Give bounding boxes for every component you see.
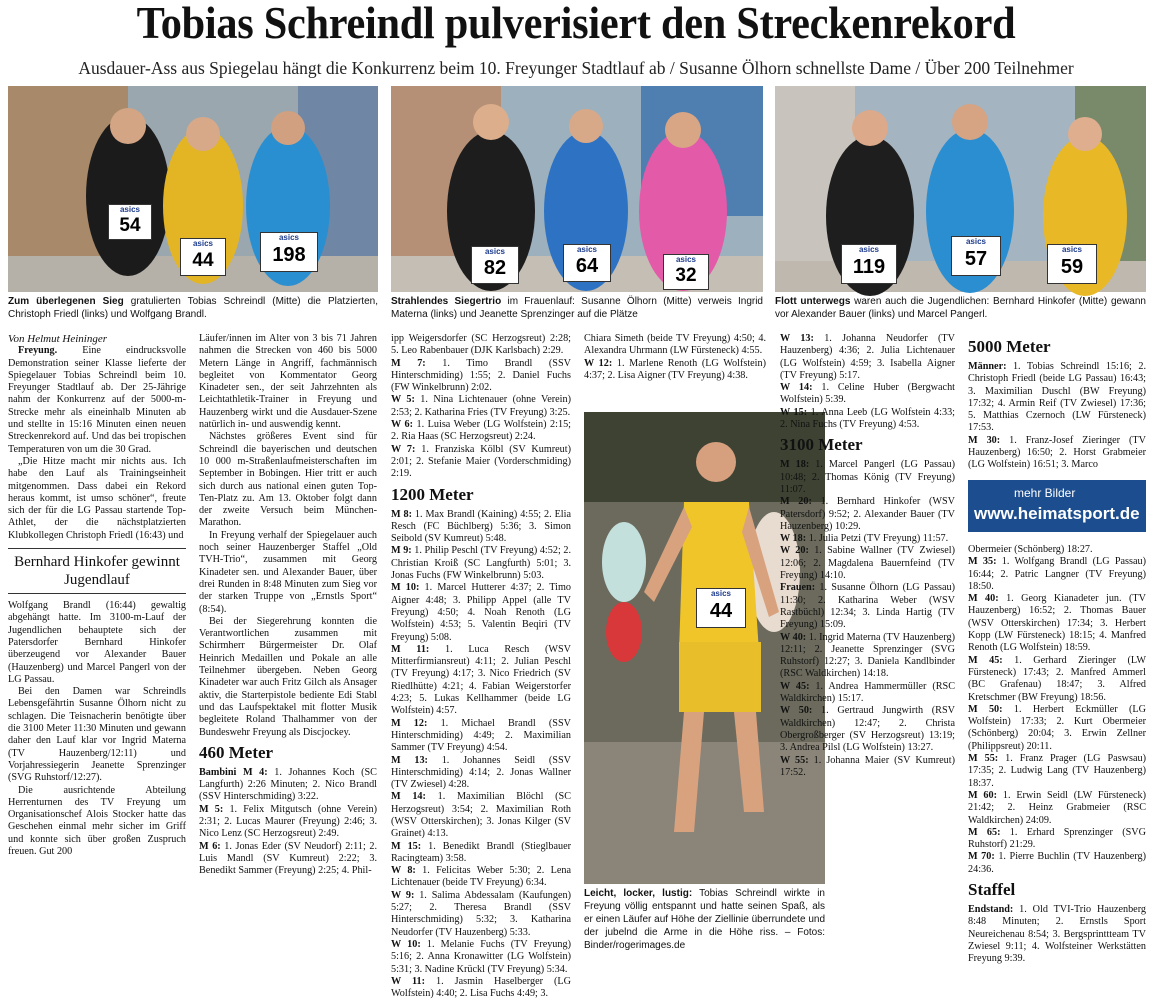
results-1200m: [391, 509, 571, 1000]
bib-44: asics 44: [180, 238, 226, 276]
result-class: M 70:: [968, 851, 995, 863]
result-entry: [391, 976, 571, 1000]
result-text: 1. Melanie Fuchs (TV Freyung) 5:16; 2. Anna Kronawitter (LG Wolfstein) 5:31; 3. Nadine Krückl (TV Freyung) 5:34.: [391, 938, 571, 975]
result-entry: [780, 755, 955, 780]
result-class: W 13:: [780, 333, 814, 344]
result-class: W 20:: [780, 545, 809, 557]
result-entry: [391, 509, 571, 546]
result-class: Frauen:: [780, 582, 816, 594]
result-class: M 9:: [391, 545, 412, 557]
result-entry: [780, 533, 955, 545]
results-column-6: [968, 333, 1146, 481]
result-class: W 5:: [391, 394, 415, 406]
result-text: Obermeier (Schönberg) 18:27.: [968, 544, 1093, 555]
result-text: 1. Pierre Buchlin (TV Hauzenberg) 24:36.: [968, 851, 1146, 875]
result-entry: [391, 890, 571, 939]
headline: Tobias Schreindl pulverisiert den Streckenrekord: [136, 0, 1016, 48]
result-text: 1. Luca Resch (WSV Mitterfirmiansreut) 4:11; 2. Julian Peschl (TV Freyung) 4:17; 3. Nico Friedrich (SV Riedlhütte) 4:21; 4. Fabian Weigerstorfer 4:23; 5. Lukas Kellhammer (beide LG Wolfstein) 4:57.: [391, 643, 571, 717]
results-column-5: [780, 333, 955, 953]
banner-url: www.heimatsport.de: [974, 504, 1140, 523]
result-entry: [391, 865, 571, 890]
result-class: W 7:: [391, 443, 416, 455]
result-text: 1. Wolfgang Brandl (LG Passau) 16:44; 2. Patric Langner (TV Freyung) 18:50.: [968, 556, 1146, 592]
result-class: Bambini M 4:: [199, 766, 268, 778]
paragraph: „Die Hitze macht mir nichts aus. Ich habe den Lauf als Trainingseinheit mitgenommen. Dass dabei ein Rekord heraus kommt, ist umso schöner“, freute sich der für die LG Passau startende Top-Athlet, der die nächstplatzierten Klubkollegen Christoph Friedl (16:43) und: [8, 455, 186, 541]
result-entry: [391, 841, 571, 866]
paragraph: Nächstes größeres Event sind für Schreindl die bayerischen und deutschen 10 000 m-Straßenlaufmeisterschaften im September in Bobingen. Hier tritt er auch sich durch aus national einen guten Top-Ten-Platz zu. Am 13. Oktober folgt dann der zweite Versuch beim München-Marathon.: [199, 431, 377, 529]
result-class: M 14:: [391, 791, 426, 803]
result-class: W 9:: [391, 889, 415, 901]
paragraph: In Freyung verhalf der Spiegelauer auch noch seiner Hauzenberger Staffel „Old TVH-Trio“, zusammen mit Georg Kinadeter sen. und Alexander Bauer, über drei Runden in 8:48 Minuten zum Sieg vor der starken Truppe von „Ernstls Sport“ (8:54).: [199, 529, 377, 615]
bib-64: asics 64: [563, 244, 611, 282]
result-class: M 10:: [391, 582, 420, 594]
results-5000m-cont: [968, 544, 1146, 876]
result-entry: [391, 791, 571, 840]
section-460m: 460 Meter: [199, 742, 274, 762]
results-column-6b: [968, 544, 1146, 965]
result-text: 1. Erwin Seidl (LW Fürsteneck) 21:42; 2. Heinz Grabmeier (RSC Waldkirchen) 24:09.: [968, 789, 1146, 826]
result-class: M 35:: [968, 556, 997, 568]
result-class: M 5:: [199, 803, 224, 815]
result-class: M 13:: [391, 754, 428, 766]
paragraph: Bei den Damen war Schreindls Lebensgefährtin Susanne Ölhorn nicht zu schlagen. Die Teisnacherin benötigte über die 3100 Meter 11:30 Minuten und gewann daher den Lauf klar vor Ingrid Materna (TV Hauzenberg/12:11) und Vorjahressiegerin Jeanette Sprenzinger (SVG Ruhstorf/12:27).: [8, 686, 186, 784]
result-text: 1. Herbert Eckmüller (LG Wolfstein) 17:33; 2. Kurt Obermeier (Schönberg) 20:04; 3. Erwin Zellner (Philippsreut) 20:11.: [968, 703, 1146, 752]
result-entry: [780, 681, 955, 706]
result-entry: [968, 904, 1146, 965]
result-entry: [391, 394, 571, 419]
result-text: 1. Franz-Josef Zieringer (TV Hauzenberg) 16:50; 2. Horst Grabmeier (LG Wolfstein) 16:51; 3. Marco: [968, 434, 1146, 471]
result-text: 1. Gertraud Jungwirth (RSV Waldkirchen) 12:47; 2. Christa Obergroßberger (SV Herzogsreut) 13:19; 3. Andrea Pilsl (LG Wolfstein) 13:27.: [780, 705, 955, 754]
result-text: 1. Felix Mitgutsch (ohne Verein) 2:31; 2. Lucas Maurer (Freyung) 2:46; 3. Nico Lenz (SC Herzogsreut) 2:49.: [199, 803, 378, 840]
result-entry: [391, 333, 571, 358]
result-class: M 11:: [391, 643, 430, 655]
results-460m-cont: [391, 333, 571, 481]
result-text: 1. Nina Lichtenauer (ohne Verein) 2:53; 2. Katharina Fries (TV Freyung) 3:25.: [391, 394, 571, 418]
result-entry: [968, 827, 1146, 852]
subhead-jugendlauf: Bernhard Hinkofer gewinnt Jugendlauf: [8, 548, 186, 594]
bib-44-runner: asics 44: [696, 588, 746, 628]
article-column-2: [199, 333, 377, 953]
results-1200m-girls: [780, 333, 955, 431]
result-entry: [780, 632, 955, 681]
bib-57: asics 57: [951, 236, 1001, 276]
byline: Von Helmut Heininger: [8, 333, 107, 345]
result-text: 1. Susanne Ölhorn (LG Passau) 11:30; 2. Katharina Weber (WSV Rastbüchl) 12:34; 3. Linda Hartig (TV Freyung) 15:09.: [780, 582, 955, 631]
result-entry: [391, 358, 571, 395]
results-column-4: [584, 333, 766, 403]
result-text: 1. Marcel Hutterer 4:37; 2. Timo Aigner 4:48; 3. Philipp Appel (alle TV Freyung) 4:50; 4. Noah Renoth (LG Wolfstein) 4:53; 5. Valentin Beqiri (TV Freyung) 5:08.: [391, 582, 571, 643]
result-text: 1. Marlene Renoth (LG Wolfstein) 4:37; 2. Lisa Aigner (TV Freyung) 4:38.: [584, 357, 766, 381]
bib-54: asics 54: [108, 204, 152, 240]
result-class: W 11:: [391, 975, 426, 987]
result-entry: [391, 419, 571, 444]
result-entry: [199, 841, 377, 878]
result-class: W 45:: [780, 680, 810, 692]
result-entry: [780, 496, 955, 533]
result-text: 1. Johanna Neudorfer (TV Hauzenberg) 4:36; 2. Julia Lichtenauer (LG Wolfstein) 4:59; 3. Isabella Aigner (TV Freyung) 5:17.: [780, 333, 955, 381]
result-entry: [199, 804, 377, 841]
results-staffel: [968, 904, 1146, 965]
result-text: 1. Maximilian Blöchl (SC Herzogsreut) 3:54; 2. Maximilian Roth (WSV Otterskirchen); 3. Jonas Kilger (SV Grainet) 4:13.: [391, 791, 571, 840]
result-text: 1. Anna Leeb (LG Wolfstein 4:33; 2. Nina Fuchs (TV Freyung) 4:53.: [780, 406, 955, 431]
caption-photo-4: Leicht, locker, lustig: Tobias Schreindl wirkte in Freyung völlig entspannt und hatte seinen Spaß, als er einen Läufer auf Höhe der Ziellinie überrundete und der jubelnd die Arme in die Höhe riss. – Fotos: Binder/rogerimages.de: [584, 888, 825, 951]
result-text: 1. Old TVI-Trio Hauzenberg 8:48 Minuten; 2. Ernstls Sport Neureichenau 8:54; 3. Bergsprinttteam TV Zwiesel 9:11; 4. Wolfsteiner Werkstätten Freyung 9:39.: [968, 904, 1146, 965]
result-class: W 6:: [391, 419, 414, 431]
result-entry: [968, 851, 1146, 876]
result-text: 1. Georg Kianadeter jun. (TV Hauzenberg) 16:52; 2. Thomas Bauer (WSV Otterskirchen) 17:34; 3. Herbert Kopp (LW Fürsteneck) 18:15; 4. Manfred Renoth (LG Wolfstein) 18:59.: [968, 593, 1146, 654]
result-text: 1. Benedikt Brandl (Stieglbauer Racingteam) 3:58.: [391, 840, 571, 864]
caption-photo-1: Zum überlegenen Sieg gratulierten Tobias Schreindl (Mitte) die Platzierten, Christoph Friedl (links) und Wolfgang Brandl.: [8, 296, 378, 320]
result-text: 1. Ingrid Materna (TV Hauzenberg) 12:11; 2. Jeanette Sprenzinger (SVG Ruhstorf) 12:27; 3. Daniela Kandlbinder (RSC Waldkirchen) 14:18.: [780, 631, 955, 680]
result-class: W 10:: [391, 938, 421, 950]
caption-photo-3: Flott unterwegs waren auch die Jugendlichen: Bernhard Hinkofer (Mitte) gewann vor Alexander Bauer (links) und Marcel Pangerl.: [775, 296, 1146, 320]
result-entry: [780, 459, 955, 496]
results-5000m: [968, 361, 1146, 472]
result-class: W 18:: [780, 533, 807, 545]
result-entry: [584, 333, 766, 358]
result-entry: [780, 382, 955, 407]
result-text: 1. Philip Peschl (TV Freyung) 4:52; 2. Christian Kroiß (SC Langfurth) 5:01; 3. Jonas Fuchs (FW Winkelbrunn) 5:03.: [391, 545, 571, 582]
banner-top-text: mehr Bilder: [1014, 486, 1076, 500]
results-column-3: [391, 333, 571, 1000]
results-460m: [199, 767, 377, 878]
result-class: M 20:: [780, 496, 812, 508]
result-class: M 40:: [968, 593, 999, 605]
photo-men-podium: [8, 86, 378, 292]
result-text: 1. Timo Brandl (SSV Hinterschmiding) 1:55; 2. Daniel Fuchs (FW Winkelbrunn) 2:02.: [391, 357, 571, 394]
result-text: 1. Franz Prager (LG Paswsau) 17:35; 2. Ludwig Lang (TV Hauzenberg) 18:37.: [968, 753, 1146, 789]
result-class: Endstand:: [968, 904, 1014, 916]
result-entry: [780, 333, 955, 382]
result-class: M 7:: [391, 357, 426, 369]
result-entry: [968, 556, 1146, 593]
result-text: 1. Felicitas Weber 5:30; 2. Lena Lichtenauer (beide TV Freyung) 6:34.: [391, 865, 571, 889]
result-text: 1. Jasmin Haselberger (LG Wolfstein) 4:40; 2. Lisa Fuchs 4:49; 3.: [391, 975, 571, 1000]
result-class: M 65:: [968, 826, 1001, 838]
bib-32: asics 32: [663, 254, 709, 290]
result-text: 1. Tobias Schreindl 15:16; 2. Christoph Friedl (beide LG Passau) 16:43; 3. Maximilian Duschl (BW Freyung) 17:32; 4. Armin Reif (TV Zwiesel) 17:36; 5. Matthias Czernoch (LW Fürsteneck) 17:53.: [968, 361, 1146, 434]
result-entry: [968, 544, 1146, 556]
result-entry: [968, 704, 1146, 753]
results-1200m-cont: [584, 333, 766, 382]
bib-82: asics 82: [471, 246, 519, 284]
result-class: W 8:: [391, 865, 416, 877]
result-entry: [968, 655, 1146, 704]
bib-59: asics 59: [1047, 244, 1097, 284]
result-class: W 55:: [780, 754, 809, 766]
result-class: W 14:: [780, 382, 813, 394]
paragraph: Läufer/innen im Alter von 3 bis 71 Jahren nahmen die Strecken von 460 bis 5000 Metern Länge in Angriff, fachmännisch begleitet von Kommentator Georg Kinadeter sen., der seit Jahrzehnten als Leichtathletik-Trainer in Freyung und Hauzenberg wirkt und die Ausdauer-Szene natürlich in- und auswendig kennt.: [199, 333, 377, 431]
result-class: M 6:: [199, 840, 221, 852]
result-class: M 15:: [391, 840, 422, 852]
result-class: M 55:: [968, 753, 999, 765]
result-class: M 30:: [968, 434, 1001, 446]
result-text: 1. Celine Huber (Bergwacht Wolfstein) 5:39.: [780, 382, 955, 406]
result-entry: [584, 358, 766, 383]
result-entry: [780, 582, 955, 631]
section-3100m: 3100 Meter: [780, 435, 863, 455]
result-class: W 15:: [780, 406, 808, 418]
result-entry: [968, 593, 1146, 654]
result-text: 1. Julia Petzi (TV Freyung) 11:57.: [806, 533, 949, 545]
result-text: 1. Gerhard Zieringer (LW Fürsteneck) 17:43; 2. Manfred Ammerl (BC Grafenau) 18:47; 3. Alfred Kretschmer (BW Freyung) 18:56.: [968, 654, 1146, 703]
subheadline: Ausdauer-Ass aus Spiegelau hängt die Konkurrenz beim 10. Freyunger Stadtlauf ab / Susanne Ölhorn schnellste Dame / Über 200 Teilnehmer: [78, 58, 1074, 78]
result-class: M 45:: [968, 654, 1003, 666]
result-text: 1. Luisa Weber (LG Wolfstein) 2:15; 2. Ria Haas (SC Herzogsreut) 2:24.: [391, 419, 571, 443]
paragraph: Die ausrichtende Abteilung Herrenturnen des TV Freyung um Organisationschef Alois Stocker hatte das Geschehen einmal mehr sicher im Griff und konnte sich über großen Zuspruch freuen. Gut 200: [8, 784, 186, 857]
result-class: M 8:: [391, 508, 413, 520]
result-text: 1. Johannes Koch (SC Langfurth) 2:26 Minuten; 2. Nico Brandl (SSV Hinterschmiding) 3:22.: [199, 766, 377, 803]
result-text: Chiara Simeth (beide TV Freyung) 4:50; 4. Alexandra Uhrmann (LW Fürsteneck) 4:55.: [584, 333, 766, 357]
photo-youth-podium: [775, 86, 1146, 292]
bib-119: asics 119: [841, 244, 897, 284]
result-class: W 50:: [780, 705, 813, 717]
paragraph: Wolfgang Brandl (16:44) gewaltig abgehängt hatte. Im 3100-m-Lauf der Jugendlichen behauptete sich der Patersdorfer Bernhard Hinkofer überzeugend vor Alexander Bauer (Hauzenberg) und Marcel Pangerl von der LG Passau.: [8, 600, 186, 685]
result-entry: [391, 444, 571, 481]
section-1200m: 1200 Meter: [391, 484, 474, 504]
result-text: 1. Erhard Sprenzinger (SVG Ruhstorf) 21:29.: [968, 826, 1146, 851]
result-text: 1. Sabine Wallner (TV Zwiesel) 12:06; 2. Magdalena Bauernfeind (TV Freyung) 14:10.: [780, 545, 955, 582]
result-entry: [199, 767, 377, 804]
result-entry: [780, 407, 955, 432]
result-entry: [968, 361, 1146, 435]
result-text: 1. Andrea Hammermüller (RSC Waldkirchen) 15:17.: [780, 680, 955, 705]
result-class: M 60:: [968, 789, 998, 801]
lead-paragraph: Freyung. Eine eindrucksvolle Demonstration seiner Klasse lieferte der Spiegelauer Tobias Schreindl beim 10. Freyunger Stadtlauf ab. Der 25-Jährige nahm der Konkurrenz auf der 5000-m-Strecke mehr als eineinhalb Minuten ab und stellte in 15:16 Minuten einen neuen Streckenrekord auf. Und das bei tropischen Temperaturen von um die 30 Grad.: [8, 345, 186, 455]
result-entry: [780, 545, 955, 582]
result-entry: [391, 939, 571, 976]
result-class: M 12:: [391, 717, 428, 729]
result-text: 1. Franziska Kölbl (SV Kumreut) 2:01; 2. Stefanie Maier (Vorderschmiding) 2:19.: [391, 443, 571, 480]
section-staffel: Staffel: [968, 880, 1016, 900]
result-entry: [391, 644, 571, 718]
result-entry: [391, 545, 571, 582]
result-class: W 40:: [780, 631, 807, 643]
result-text: 1. Jonas Eder (SV Neudorf) 2:11; 2. Luis Mandl (SV Kumreut) 2:22; 3. Benedikt Sammer (Freyung) 2:25; 4. Phil-: [199, 840, 377, 877]
section-5000m: 5000 Meter: [968, 337, 1051, 356]
result-text: 1. Marcel Pangerl (LG Passau) 10:48; 2. Thomas König (TV Freyung) 11:07.: [780, 459, 955, 495]
result-entry: [968, 790, 1146, 827]
result-entry: [391, 755, 571, 792]
result-text: 1. Johannes Seidl (SSV Hinterschmiding) 4:14; 2. Jonas Wallner (TV Zwiesel) 4:28.: [391, 754, 571, 791]
result-text: ipp Weigersdorfer (SC Herzogsreut) 2:28; 5. Leo Rabenbauer (DJK Karlsbach) 2:29.: [391, 333, 571, 357]
result-entry: [391, 582, 571, 643]
result-class: Männer:: [968, 361, 1007, 372]
result-text: 1. Johanna Maier (SV Kumreut) 17:52.: [780, 754, 955, 778]
result-entry: [968, 753, 1146, 790]
result-text: 1. Michael Brandl (SSV Hinterschmiding) 4:49; 2. Maximilian Sammer (TV Freyung) 4:54.: [391, 717, 571, 754]
caption-photo-2: Strahlendes Siegertrio im Frauenlauf: Susanne Ölhorn (Mitte) verweis Ingrid Materna (links) und Jeanette Sprenzinger auf die Plätze: [391, 296, 763, 320]
result-class: M 18:: [780, 459, 810, 471]
results-3100m: [780, 459, 955, 779]
result-class: W 12:: [584, 357, 613, 369]
result-text: 1. Bernhard Hinkofer (WSV Patersdorf) 9:52; 2. Alexander Bauer (TV Hauzenberg) 10:29.: [780, 496, 955, 532]
result-entry: [780, 705, 955, 754]
result-entry: [391, 718, 571, 755]
result-entry: [968, 435, 1146, 472]
article-column-1: [8, 333, 186, 953]
photo-women-podium: [391, 86, 763, 292]
result-class: M 50:: [968, 703, 1003, 715]
result-text: 1. Salima Abdessalam (Kaufungen) 5:27; 2. Theresa Brandl (SSV Hinterschmiding) 5:32; 3. Katharina Neudorfer (TV Hauzenberg) 5:33.: [391, 889, 571, 938]
result-text: 1. Max Brandl (Kaining) 4:55; 2. Elia Resch (FC Büchlberg) 5:36; 3. Simon Seibold (SV Kumreut) 5:48.: [391, 508, 571, 545]
bib-198: asics 198: [260, 232, 318, 272]
paragraph: Bei der Siegerehrung konnten die Verantwortlichen zusammen mit Schirmherr Bürgermeister Dr. Olaf Heinrich Medaillen und Pokale an alle Teilnehmer übergeben. Neben Georg Kinadeter war auch Fritz Gilch als Ansager aktiv, die Starterpistole bediente Edi Stabl und das Laufspektakel mit flotter Musik begleitete Roland Thalhammer von der Bundeswehr Freyung als Discjockey.: [199, 615, 377, 738]
heimatsport-banner[interactable]: [968, 480, 1146, 532]
